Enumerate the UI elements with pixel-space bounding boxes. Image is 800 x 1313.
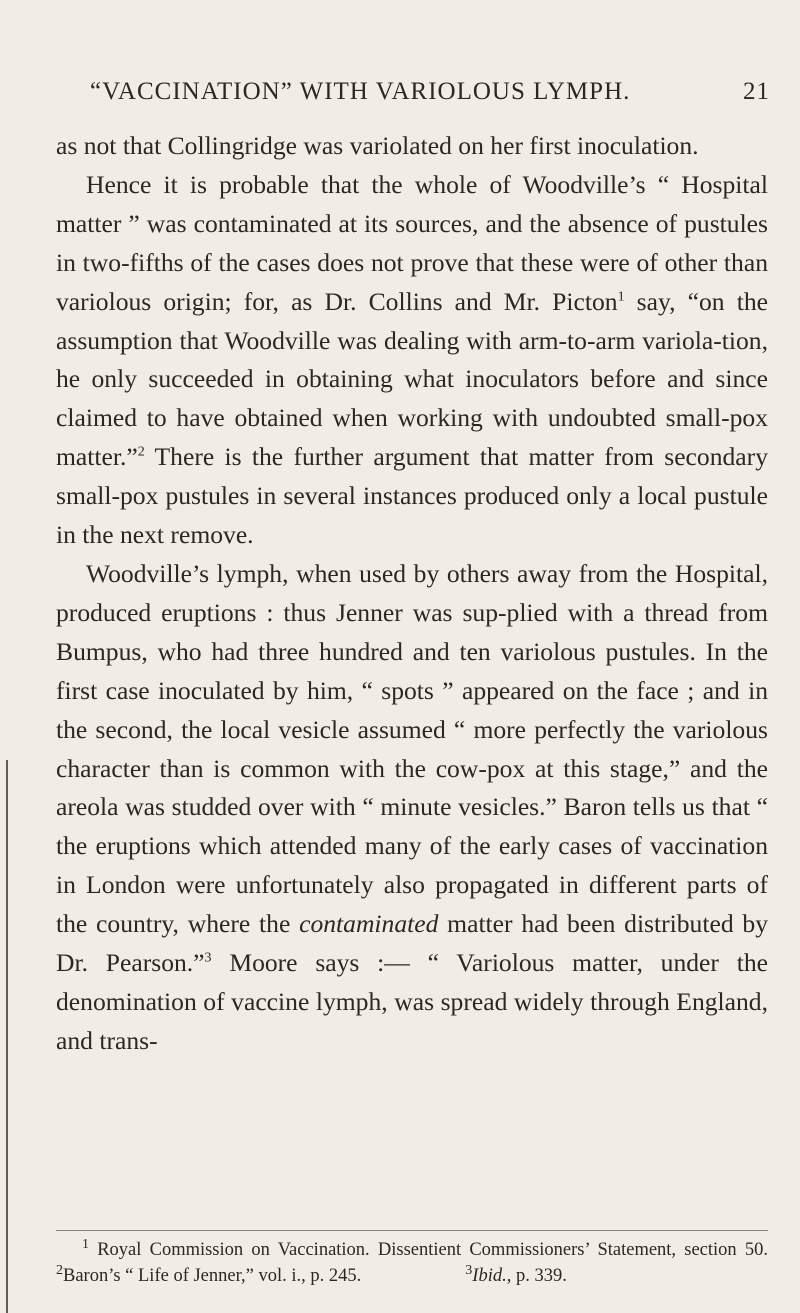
footnote-ref-3: 3	[204, 950, 212, 966]
italic-contaminated: contaminated	[299, 909, 439, 939]
footnote-3-text: , p. 339.	[506, 1266, 567, 1286]
paragraph-3	[56, 555, 768, 1061]
footnote-ref-1: 1	[617, 289, 625, 305]
footnote-divider	[56, 1230, 768, 1231]
footnote-2-3-line	[56, 1263, 768, 1289]
footnote-2	[56, 1262, 413, 1286]
body-text	[56, 127, 768, 1061]
page-number: 21	[743, 78, 770, 105]
paragraph-2-part-c: There is the further argument that matter from secondary small-pox pustules in several instances produced only a local pustule in the next remove.	[56, 442, 768, 550]
footnote-2-mark: 2	[56, 1262, 63, 1278]
paragraph-3-part-b: matter had been distributed by Dr. Pearson.”	[56, 909, 768, 978]
paragraph-3-part-a: Woodville’s lymph, when used by others away from the Hospital, produced eruptions : thus Jenner was sup-plied with a thread from Bumpus, who had three hundred and ten variolous pustules. In the first case inoculated by him, “ spots ” appeared on the face ; and in the second, the local vesicle assumed “ more perfectly the variolous character than is common with the cow-pox at this stage,” and the areola was studded over with “ minute vesicles.” Baron tells us that “ the eruptions which attended many of the early cases of vaccination in London were unfortunately also propagated in different parts of the country, where the	[56, 558, 768, 939]
footnote-2-text: Baron’s “ Life of Jenner,” vol. i., p. 245.	[63, 1266, 362, 1286]
paragraph-1: as not that Collingridge was variolated on her first inoculation.	[56, 131, 699, 160]
footnote-1	[56, 1237, 768, 1263]
footnote-3-ibid: Ibid.	[472, 1266, 507, 1286]
footnote-1-mark: 1	[82, 1236, 89, 1252]
paragraph-2-part-b: say, “on the assumption that Woodville was dealing with arm-to-arm variola-tion, he only succeeded in obtaining what inoculators before and since claimed to have obtained when working with undoubted small-pox matter.”	[56, 286, 768, 472]
footnote-3	[465, 1262, 619, 1286]
footnotes	[56, 1237, 768, 1289]
footnote-3-mark: 3	[465, 1262, 473, 1278]
paragraph-2	[56, 166, 768, 555]
footnote-1-text: Royal Commission on Vaccination. Dissentient Commissioners’ Statement, section 50.	[89, 1240, 768, 1260]
running-title: “VACCINATION” WITH VARIOLOUS LYMPH.	[90, 78, 631, 105]
paragraph-3-part-c: Moore says :— “ Variolous matter, under the denomination of vaccine lymph, was spread widely through England, and trans-	[56, 948, 768, 1055]
scan-edge-shadow	[6, 760, 8, 1313]
footnote-ref-2: 2	[137, 444, 145, 460]
paragraph-2-part-a: Hence it is probable that the whole of Woodville’s “ Hospital matter ” was contaminated at its sources, and the absence of pustules in two-fifths of the cases does not prove that these were of other than variolous origin; for, as Dr. Collins and Mr. Picton	[56, 169, 768, 316]
